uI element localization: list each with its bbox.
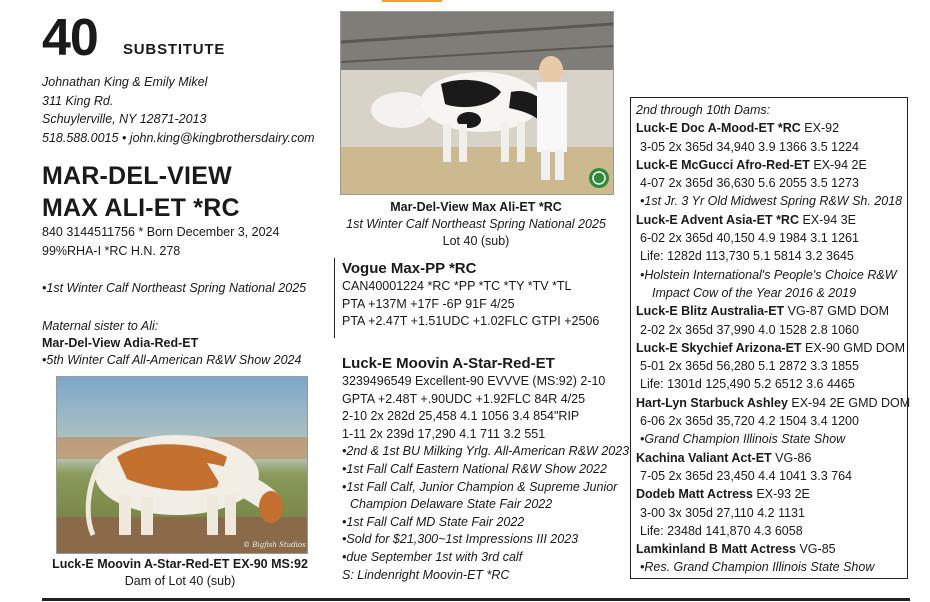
consignor-names: Johnathan King & Emily Mikel	[42, 75, 208, 89]
dam-ancestor-name: Lamkinland B Matt Actress	[636, 542, 796, 557]
dam-record-row: Life: 1301d 125,490 5.2 6512 3.6 4465	[640, 377, 855, 392]
dam-record-row: 4-07 2x 365d 36,630 5.6 2055 3.5 1273	[640, 176, 859, 191]
dam-ancestor-classification: EX-94 2E GMD DOM	[787, 395, 911, 410]
dam-photo-caption-sub: Dam of Lot 40 (sub)	[124, 574, 236, 588]
dam-line: GPTA +2.48T +.90UDC +1.92FLC 84R 4/25	[342, 391, 586, 406]
dam-name: Luck-E Moovin A-Star-Red-ET	[342, 355, 555, 372]
sire-line: PTA +137M +17F -6P 91F 4/25	[342, 296, 515, 311]
animal-registration	[42, 223, 279, 261]
dam-record-row: Life: 1282d 113,730 5.1 5814 3.2 3645	[640, 249, 854, 264]
dam-award: •1st Fall Calf, Junior Champion & Supreme Junior	[342, 479, 618, 494]
dam-award-row: •Res. Grand Champion Illinois State Show	[640, 560, 875, 575]
dam-ancestor-row	[636, 485, 902, 503]
dam-record-row: Life: 2348d 141,870 4.3 6058	[640, 523, 803, 538]
animal-photo-caption	[320, 199, 632, 250]
top-accent-bar	[382, 0, 442, 2]
dam-record-row: 6-06 2x 365d 35,720 4.2 1504 3.4 1200	[640, 414, 859, 429]
dam-award-row: Impact Cow of the Year 2016 & 2019	[652, 285, 857, 300]
sire-section	[342, 259, 627, 331]
dam-award: •1st Fall Calf MD State Fair 2022	[342, 514, 525, 529]
dam-award-row: •Holstein International's People's Choice R&W	[640, 267, 897, 282]
dam-ancestor-classification: EX-94 2E	[809, 157, 867, 172]
consignor-contact	[42, 73, 315, 147]
dam-record-row: 2-02 2x 365d 37,990 4.0 1528 2.8 1060	[640, 322, 859, 337]
dam-line: 2-10 2x 282d 25,458 4.1 1056 3.4 854"RIP	[342, 409, 580, 424]
consignor-street: 311 King Rd.	[42, 93, 114, 108]
animal-photo-caption-award: 1st Winter Calf Northeast Spring National 2025	[346, 217, 606, 231]
dam-photo-caption-name: Luck-E Moovin A-Star-Red-ET EX-90 MS:92	[52, 557, 308, 571]
dam-ancestor-row	[636, 394, 911, 412]
dam-award: Champion Delaware State Fair 2022	[350, 497, 553, 512]
dams-list	[636, 119, 911, 576]
maternal-sister-award: •5th Winter Calf All-American R&W Show 2024	[42, 353, 302, 367]
dam-sire: S: Lindenright Moovin-ET *RC	[342, 567, 510, 582]
animal-name-line1: MAR-DEL-VIEW	[42, 162, 232, 190]
sire-line: PTA +2.47T +1.51UDC +1.02FLC GTPI +2506	[342, 314, 600, 328]
dam-ancestor-name: Luck-E McGucci Afro-Red-ET	[636, 157, 810, 172]
dam-line: 1-11 2x 239d 17,290 4.1 711 3.2 551	[342, 426, 546, 441]
animal-photo	[340, 11, 614, 195]
dam-line: 3239496549 Excellent-90 EVVVE (MS:92) 2-10	[342, 374, 606, 388]
dam-award-row: •Grand Champion Illinois State Show	[640, 432, 846, 447]
sire-name: Vogue Max-PP *RC	[342, 260, 477, 277]
dam-ancestor-row	[636, 339, 906, 357]
sire-line: CAN40001224 *RC *PP *TC *TY *TV *TL	[342, 279, 572, 293]
dam-ancestor-row	[636, 302, 902, 320]
lot-substitute-label: SUBSTITUTE	[123, 41, 226, 58]
dam-record-row: 6-02 2x 365d 40,150 4.9 1984 3.1 1261	[640, 231, 859, 246]
lot-number: 40	[42, 9, 98, 67]
animal-reg-line: 840 3144511756 * Born December 3, 2024	[42, 225, 280, 239]
dam-ancestor-name: Luck-E Advent Asia-ET *RC	[636, 212, 799, 227]
dam-record-row: 3-00 3x 305d 27,110 4.2 1131	[640, 505, 805, 520]
animal-award: •1st Winter Calf Northeast Spring National 2025	[42, 281, 307, 295]
dam-award: •Sold for $21,300~1st Impressions III 2023	[342, 532, 579, 547]
globe-logo-icon	[589, 168, 609, 188]
animal-name	[42, 160, 240, 224]
consignor-phone-email: 518.588.0015 • john.king@kingbrothersdairy.com	[42, 130, 315, 145]
dam-ancestor-name: Hart-Lyn Starbuck Ashley	[636, 395, 788, 410]
dam-ancestor-name: Luck-E Blitz Australia-ET	[636, 304, 785, 319]
extended-dams-box	[630, 97, 911, 579]
dam-ancestor-name: Kachina Valiant Act-ET	[636, 450, 772, 465]
dam-photo-caption	[30, 556, 330, 590]
dam-ancestor-row	[636, 211, 902, 229]
dam-award: •due September 1st with 3rd calf	[342, 549, 523, 564]
animal-genetics-line: 99%RHA-I *RC H.N. 278	[42, 244, 181, 258]
dam-ancestor-name: Luck-E Doc A-Mood-ET *RC	[636, 121, 801, 136]
dam-photo	[56, 376, 308, 554]
maternal-sister	[42, 318, 301, 369]
dam-ancestor-classification: EX-90 GMD DOM	[801, 340, 906, 355]
dam-cow-illustration	[57, 377, 307, 553]
maternal-sister-intro: Maternal sister to Ali:	[42, 319, 159, 333]
animal-photo-caption-name: Mar-Del-View Max Ali-ET *RC	[390, 200, 562, 214]
dam-award-row: •1st Jr. 3 Yr Old Midwest Spring R&W Sh. 2018	[640, 194, 903, 209]
dam-ancestor-row	[636, 449, 902, 467]
dam-record-row: 5-01 2x 365d 56,280 5.1 2872 3.3 1855	[640, 359, 859, 374]
dam-ancestor-classification: EX-93 2E	[752, 487, 810, 502]
animal-calf-illustration	[341, 12, 613, 194]
dams-title: 2nd through 10th Dams:	[636, 103, 771, 117]
dam-ancestor-row	[636, 540, 902, 558]
photo-watermark: © Bigfish Studios	[243, 541, 306, 549]
sire-divider	[334, 258, 335, 338]
dam-award: •2nd & 1st BU Milking Yrlg. All-American R&W 2023	[342, 444, 630, 459]
dam-record-row: 3-05 2x 365d 34,940 3.9 1366 3.5 1224	[640, 139, 859, 154]
maternal-sister-name: Mar-Del-View Adia-Red-ET	[42, 336, 199, 350]
dam-ancestor-classification: EX-92	[800, 121, 840, 136]
dam-ancestor-name: Dodeb Matt Actress	[636, 487, 753, 502]
dam-record-row: 7-05 2x 365d 23,450 4.4 1041 3.3 764	[640, 468, 852, 483]
dam-ancestor-classification: EX-94 3E	[799, 212, 856, 227]
dam-ancestor-name: Luck-E Skychief Arizona-ET	[636, 340, 802, 355]
dam-ancestor-classification: VG-86	[771, 450, 812, 465]
dam-award: •1st Fall Calf Eastern National R&W Show 2022	[342, 461, 607, 476]
animal-photo-caption-lot: Lot 40 (sub)	[442, 234, 510, 248]
dam-ancestor-classification: VG-85	[796, 542, 836, 557]
dam-ancestor-row	[636, 156, 902, 174]
dam-ancestor-row	[636, 119, 902, 137]
bottom-rule	[42, 598, 910, 601]
dam-ancestor-classification: VG-87 GMD DOM	[784, 304, 890, 319]
consignor-city: Schuylerville, NY 12871-2013	[42, 112, 207, 126]
animal-name-line2: MAX ALI-ET *RC	[42, 194, 240, 222]
dam-section	[342, 354, 630, 584]
